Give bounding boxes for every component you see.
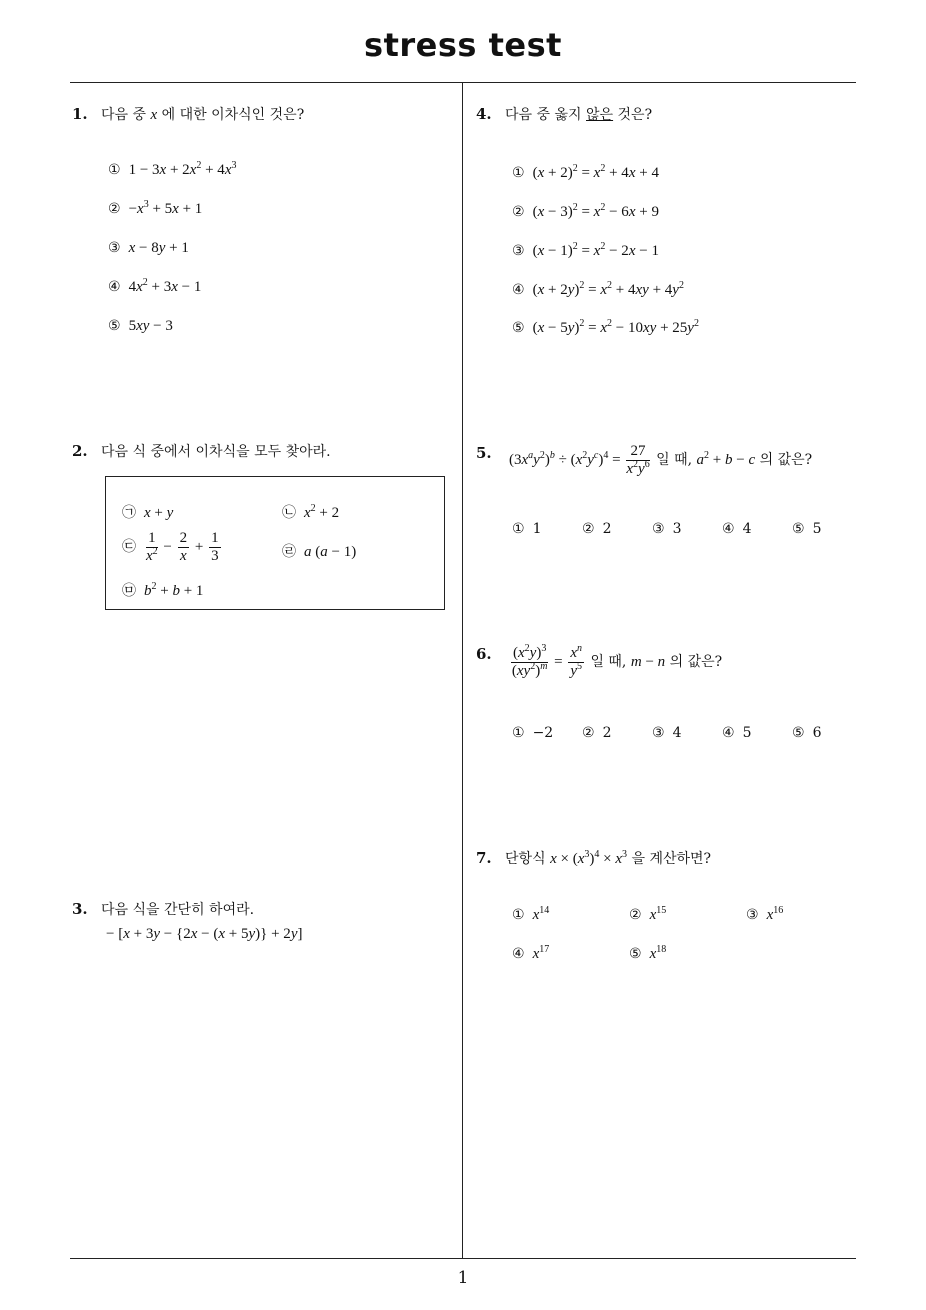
option[interactable]: ① 1 <box>512 521 542 537</box>
option[interactable]: ③ $(x - 1)^2 = x^2 - 2x - 1$ <box>512 241 659 259</box>
box-item: ㉤ $b^2 + b + 1$ <box>122 581 204 599</box>
question-7-prompt: 7. 단항식 $x \times (x^3)^4 \times x^3$ 을 계산하면? <box>476 849 712 867</box>
option[interactable]: ④ $x^{17}$ <box>512 944 550 962</box>
question-5-prompt: $(3x^ay^2)^b \div (x^2y^c)^4$ = $\frac{27}{x^2y^6}$ 일 때, $a^2 + b - c$ 의 값은? <box>509 443 813 477</box>
option[interactable]: ① $(x + 2)^2 = x^2 + 4x + 4$ <box>512 163 659 181</box>
option[interactable]: ③ 3 <box>652 521 682 537</box>
option[interactable]: ② $-x^3 + 5x + 1$ <box>108 199 203 217</box>
option[interactable]: ④ $4x^2 + 3x - 1$ <box>108 277 202 295</box>
option[interactable]: ③ 4 <box>652 725 682 741</box>
box-item: ㉡ $x^2 + 2$ <box>282 503 340 521</box>
question-2-prompt: 2. 다음 식 중에서 이차식을 모두 찾아라. <box>72 442 331 460</box>
header-rule <box>70 82 856 83</box>
question-number: 6. <box>476 645 492 663</box>
question-number: 3. <box>72 900 88 918</box>
option[interactable]: ⑤ $x^{18}$ <box>629 944 667 962</box>
question-6-prompt: $\frac{(x^2y)^3}{(xy^2)^m}$ = $\frac{x^n}{y^5}$ 일 때, m − n 의 값은? <box>511 643 723 679</box>
option[interactable]: ① $x^{14}$ <box>512 905 550 923</box>
question-4-prompt: 4. 다음 중 옳지 않은 것은? <box>476 105 653 123</box>
option[interactable]: ② $(x - 3)^2 = x^2 - 6x + 9$ <box>512 202 659 220</box>
option[interactable]: ⑤ 6 <box>792 725 822 741</box>
option[interactable]: ⑤ 5xy − 3 <box>108 318 173 334</box>
question-number: 4. <box>476 105 492 123</box>
option[interactable]: ② 2 <box>582 725 612 741</box>
option[interactable]: ⑤ $(x - 5y)^2 = x^2 - 10xy + 25y^2$ <box>512 318 699 336</box>
footer-rule <box>70 1258 856 1259</box>
question-1-prompt: 1. 다음 중 x 에 대한 이차식인 것은? <box>72 105 305 123</box>
question-number: 2. <box>72 442 88 460</box>
question-3-expression: − [x + 3y − {2x − (x + 5y)} + 2y] <box>106 926 303 942</box>
option[interactable]: ③ x − 8y + 1 <box>108 240 189 256</box>
option[interactable]: ④ $(x + 2y)^2 = x^2 + 4xy + 4y^2$ <box>512 280 684 298</box>
box-item: ㉠ x + y <box>122 505 174 521</box>
question-number: 7. <box>476 849 492 867</box>
box-item: ㉢ $\frac{1}{x^2}$ − $\frac{2}{x}$ + $\frac{1}{3}$ <box>122 530 219 564</box>
question-3-prompt: 3. 다음 식을 간단히 하여라. <box>72 900 255 918</box>
page-title: stress test <box>364 26 562 64</box>
option[interactable]: ⑤ 5 <box>792 521 822 537</box>
option[interactable]: ② 2 <box>582 521 612 537</box>
option[interactable]: ① $1 - 3x + 2x^2 + 4x^3$ <box>108 160 237 178</box>
question-number: 1. <box>72 105 88 123</box>
question-number: 5. <box>476 444 492 462</box>
option[interactable]: ③ $x^{16}$ <box>746 905 784 923</box>
option[interactable]: ① −2 <box>512 725 554 741</box>
option[interactable]: ④ 4 <box>722 521 752 537</box>
option[interactable]: ② $x^{15}$ <box>629 905 667 923</box>
box-item: ㉣ a (a − 1) <box>282 544 357 560</box>
option[interactable]: ④ 5 <box>722 725 752 741</box>
page-number: 1 <box>457 1268 469 1288</box>
column-divider <box>462 82 463 1259</box>
